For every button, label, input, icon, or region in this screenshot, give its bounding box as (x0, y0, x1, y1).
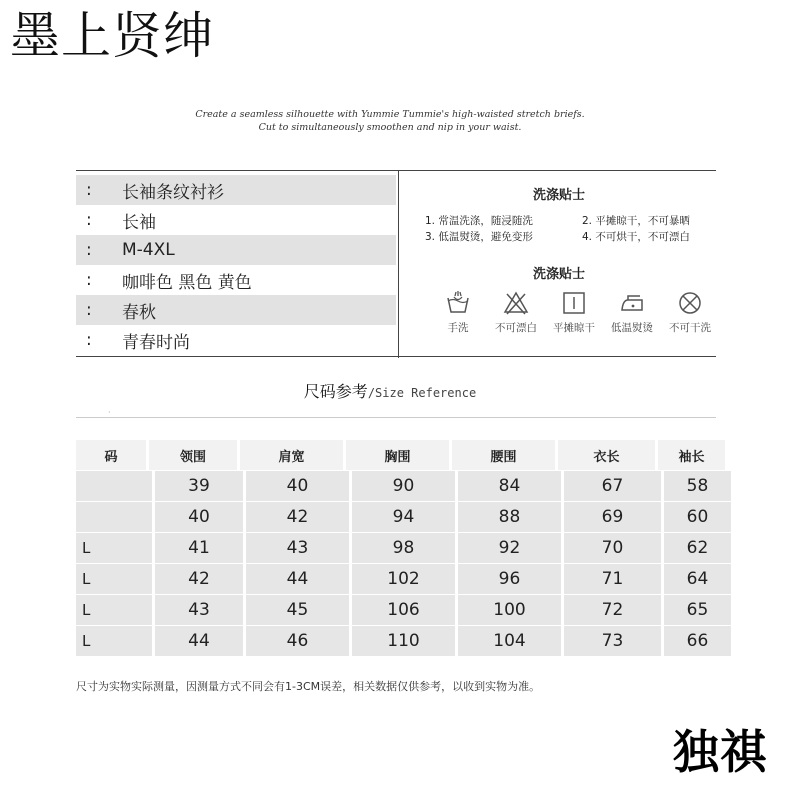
table-row (76, 626, 716, 656)
care-icon-item (661, 290, 719, 335)
table-cell: 84 (458, 471, 561, 501)
table-cell: 70 (564, 533, 661, 563)
no-tumble-dry-icon (677, 290, 703, 316)
product-info-row (76, 235, 396, 265)
size-reference-title (0, 379, 780, 402)
care-line-3: 3. 低温熨烫，避免变形 (425, 231, 533, 243)
table-row (76, 595, 716, 625)
table-header-cell: 腰围 (452, 440, 555, 470)
info-value: M-4XL (122, 240, 175, 260)
table-cell: 94 (352, 502, 455, 532)
table-row (76, 533, 716, 563)
table-header-cell: 袖长 (658, 440, 725, 470)
table-row (76, 564, 716, 594)
table-header-row (76, 440, 716, 470)
table-cell: 45 (246, 595, 349, 625)
table-cell: 69 (564, 502, 661, 532)
table-cell: 40 (155, 502, 243, 532)
size-table (76, 440, 716, 657)
size-note: 尺寸为实物实际测量，因测量方式不同会有1-3CM误差，相关数据仅供参考，以收到实物为准。 (76, 680, 541, 693)
info-colon: : (86, 330, 92, 350)
flat-dry-icon (561, 290, 587, 316)
low-iron-icon (619, 290, 645, 316)
care-icon-item (545, 290, 603, 335)
care-line-2: 2. 平摊晾干，不可暴晒 (582, 215, 690, 227)
table-cell: 88 (458, 502, 561, 532)
tagline (0, 108, 780, 134)
hand-wash-icon (445, 290, 471, 316)
stamp-text: 独祺 (673, 725, 767, 779)
table-header-cell: 肩宽 (240, 440, 343, 470)
table-cell: 39 (155, 471, 243, 501)
table-cell: 44 (155, 626, 243, 656)
care-icons (429, 290, 719, 335)
table-header-cell: 衣长 (558, 440, 655, 470)
table-cell: 42 (246, 502, 349, 532)
table-cell: 96 (458, 564, 561, 594)
tagline-line-1: Create a seamless silhouette with Yummie Tummie's high-waisted stretch briefs. (195, 109, 585, 120)
info-colon: : (86, 180, 92, 200)
table-cell: 100 (458, 595, 561, 625)
brand-title: 墨上贤绅 (10, 7, 214, 65)
table-cell: 60 (664, 502, 731, 532)
care-icon-item (429, 290, 487, 335)
table-cell: 42 (155, 564, 243, 594)
table-cell: 92 (458, 533, 561, 563)
info-value: 青春时尚 (122, 332, 190, 353)
table-cell: 73 (564, 626, 661, 656)
product-info-list (76, 175, 396, 355)
info-value: 咖啡色 黑色 黄色 (122, 272, 252, 293)
info-colon: : (86, 300, 92, 320)
care-icon-item (487, 290, 545, 335)
care-line-4: 4. 不可烘干，不可漂白 (582, 231, 690, 243)
table-row (76, 471, 716, 501)
table-header-cell: 胸围 (346, 440, 449, 470)
table-cell: 46 (246, 626, 349, 656)
table-cell: 98 (352, 533, 455, 563)
care-line-1: 1. 常温洗涤，随浸随洗 (425, 215, 533, 227)
table-header-cell: 领围 (149, 440, 237, 470)
table-cell (76, 502, 152, 532)
table-cell: 66 (664, 626, 731, 656)
product-info-row (76, 175, 396, 205)
info-value: 春秋 (122, 302, 156, 323)
flat-dry-label: 平摊晾干 (553, 322, 595, 334)
table-cell: 58 (664, 471, 731, 501)
care-title: 洗涤贴士 (532, 188, 585, 203)
table-row (76, 502, 716, 532)
table-cell: 62 (664, 533, 731, 563)
size-divider (76, 417, 716, 418)
info-value: 长袖条纹衬衫 (122, 182, 224, 203)
table-cell: 44 (246, 564, 349, 594)
product-info-row (76, 265, 396, 295)
table-cell: 65 (664, 595, 731, 625)
care-subtitle: 洗涤贴士 (532, 267, 585, 282)
table-cell: L (76, 626, 152, 656)
table-cell: 104 (458, 626, 561, 656)
size-dot: · (108, 408, 111, 417)
no-tumble-dry-label: 不可干洗 (669, 322, 711, 334)
hand-wash-label: 手洗 (447, 322, 469, 334)
table-cell: L (76, 595, 152, 625)
table-cell: 43 (246, 533, 349, 563)
size-title-en: /Size Reference (367, 386, 477, 400)
table-cell: L (76, 533, 152, 563)
table-cell: 64 (664, 564, 731, 594)
info-value: 长袖 (122, 212, 156, 233)
care-icon-item (603, 290, 661, 335)
table-cell: 40 (246, 471, 349, 501)
info-colon: : (86, 240, 92, 260)
info-colon: : (86, 270, 92, 290)
no-bleach-icon (503, 290, 529, 316)
product-info-row (76, 295, 396, 325)
table-cell: 41 (155, 533, 243, 563)
table-cell: 106 (352, 595, 455, 625)
tagline-line-2: Cut to simultaneously smoothen and nip in your waist. (258, 122, 522, 133)
low-iron-label: 低温熨烫 (611, 322, 653, 334)
table-cell: 110 (352, 626, 455, 656)
table-cell: 72 (564, 595, 661, 625)
size-title-cn: 尺码参考 (303, 382, 368, 401)
table-cell: 71 (564, 564, 661, 594)
product-info-row (76, 325, 396, 355)
no-bleach-label: 不可漂白 (495, 322, 537, 334)
table-cell: 102 (352, 564, 455, 594)
care-tips-box (398, 170, 719, 358)
table-cell: L (76, 564, 152, 594)
table-header-cell: 码 (76, 440, 146, 470)
product-info-row (76, 205, 396, 235)
table-cell (76, 471, 152, 501)
table-cell: 90 (352, 471, 455, 501)
info-colon: : (86, 210, 92, 230)
table-cell: 43 (155, 595, 243, 625)
table-cell: 67 (564, 471, 661, 501)
